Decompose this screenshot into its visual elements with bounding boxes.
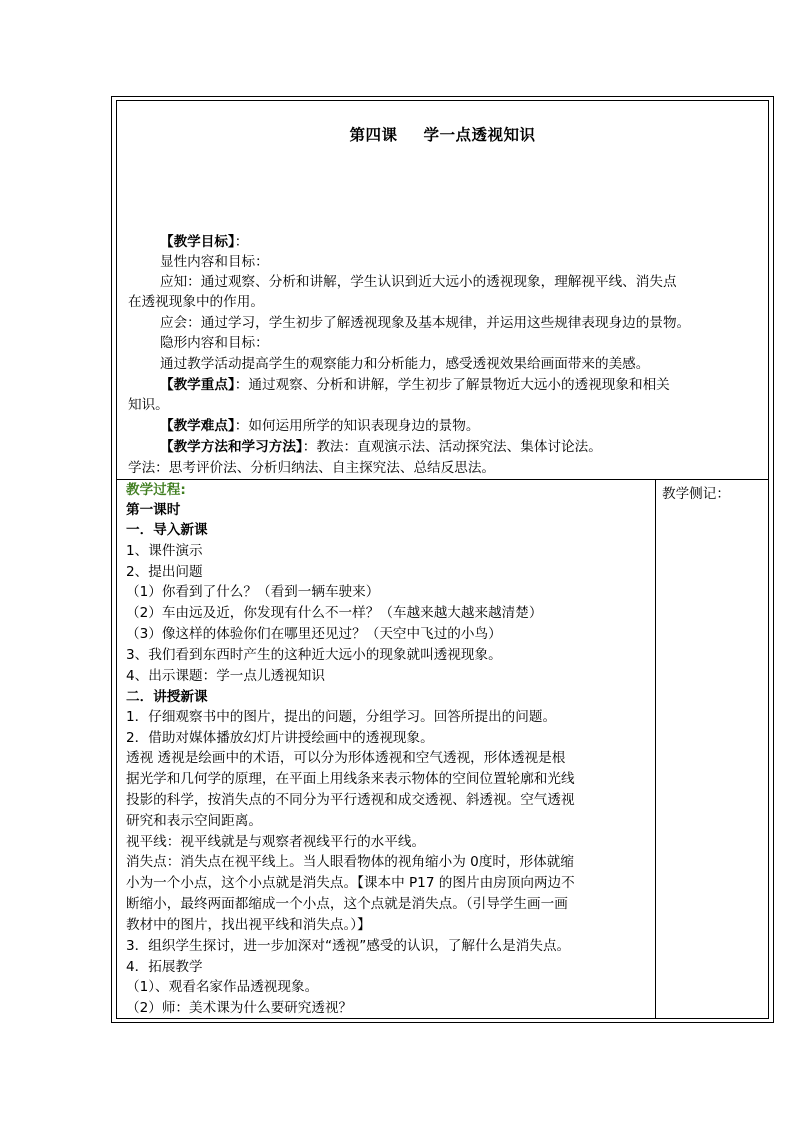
- difficult-point-line: 【教学难点】：如何运用所学的知识表现身边的景物。: [160, 418, 480, 434]
- lesson-title: 第四课 学一点透视知识: [349, 125, 536, 144]
- column-divider: [655, 479, 656, 1019]
- implicit-label: 隐形内容和目标：: [160, 335, 269, 351]
- process-line: 教材中的图片，找出视平线和消失点。）】: [126, 917, 371, 933]
- section-teach-heading: 二．讲授新课: [126, 689, 208, 705]
- know-line-2: 在透视现象中的作用。: [128, 294, 264, 310]
- objectives-heading: 【教学目标】：: [160, 234, 249, 250]
- key-point-line-2: 知识。: [128, 397, 169, 413]
- process-line: 4．拓展教学: [126, 959, 203, 975]
- process-item: 3、我们看到东西时产生的这种近大远小的现象就叫透视现象。: [126, 647, 502, 663]
- process-line: 视平线：视平线就是与观察者视线平行的水平线。: [126, 834, 426, 850]
- process-line: 据光学和几何学的原理，在平面上用线条来表示物体的空间位置轮廓和光线: [126, 771, 575, 787]
- process-line: 2．借助对媒体播放幻灯片讲授绘画中的透视现象。: [126, 730, 434, 746]
- process-line: 小为一个小点，这个小点就是消失点。【课本中 P17 的图片由房顶向两边不: [126, 875, 575, 891]
- process-line: （2）师：美术课为什么要研究透视？: [126, 1000, 353, 1016]
- table-divider: [116, 479, 769, 480]
- process-item: （2）车由远及近，你发现有什么不一样？（车越来越大越来越清楚）: [126, 605, 543, 621]
- study-method-line: 学法：思考评价法、分析归纳法、自主探究法、总结反思法。: [128, 460, 496, 476]
- process-line: 3．组织学生探讨，进一步加深对“透视”感受的认识，了解什么是消失点。: [126, 938, 571, 954]
- process-item: （3）像这样的体验你们在哪里还见过？（天空中飞过的小鸟）: [126, 626, 502, 642]
- lesson-period: 第一课时: [126, 502, 181, 518]
- process-line: 断缩小，最终两面都缩成一个小点，这个点就是消失点。（引导学生画一画: [126, 896, 568, 912]
- process-line: 投影的科学，按消失点的不同分为平行透视和成交透视、斜透视。空气透视: [126, 792, 575, 808]
- process-heading: 教学过程:: [126, 482, 186, 498]
- process-line: 研究和表示空间距离。: [126, 813, 262, 829]
- process-line: 1．仔细观察书中的图片，提出的问题，分组学习。回答所提出的问题。: [126, 709, 557, 725]
- able-line: 应会：通过学习，学生初步了解透视现象及基本规律，并运用这些规律表现身边的景物。: [160, 315, 691, 331]
- process-item: 1、课件演示: [126, 543, 203, 559]
- explicit-label: 显性内容和目标：: [160, 254, 269, 270]
- know-line-1: 应知：通过观察、分析和讲解，学生认识到近大远小的透视现象，理解视平线、消失点: [160, 274, 677, 290]
- implicit-line: 通过教学活动提高学生的观察能力和分析能力，感受透视效果给画面带来的美感。: [160, 356, 650, 372]
- process-item: 4、出示课题：学一点儿透视知识: [126, 668, 325, 684]
- process-line: （1）、观看名家作品透视现象。: [126, 979, 319, 995]
- process-item: （1）你看到了什么？（看到一辆车驶来）: [126, 584, 380, 600]
- method-line: 【教学方法和学习方法】：教法：直观演示法、活动探究法、集体讨论法。: [160, 439, 602, 455]
- section-intro-heading: 一．导入新课: [126, 522, 208, 538]
- process-line: 消失点：消失点在视平线上。当人眼看物体的视角缩小为 0度时，形体就缩: [126, 854, 574, 870]
- key-point-line-1: 【教学重点】：通过观察、分析和讲解，学生初步了解景物近大远小的透视现象和相关: [160, 377, 670, 393]
- teaching-notes-heading: 教学侧记：: [662, 486, 730, 502]
- process-item: 2、提出问题: [126, 564, 203, 580]
- process-line: 透视 透视是绘画中的术语，可以分为形体透视和空气透视，形体透视是根: [126, 750, 566, 766]
